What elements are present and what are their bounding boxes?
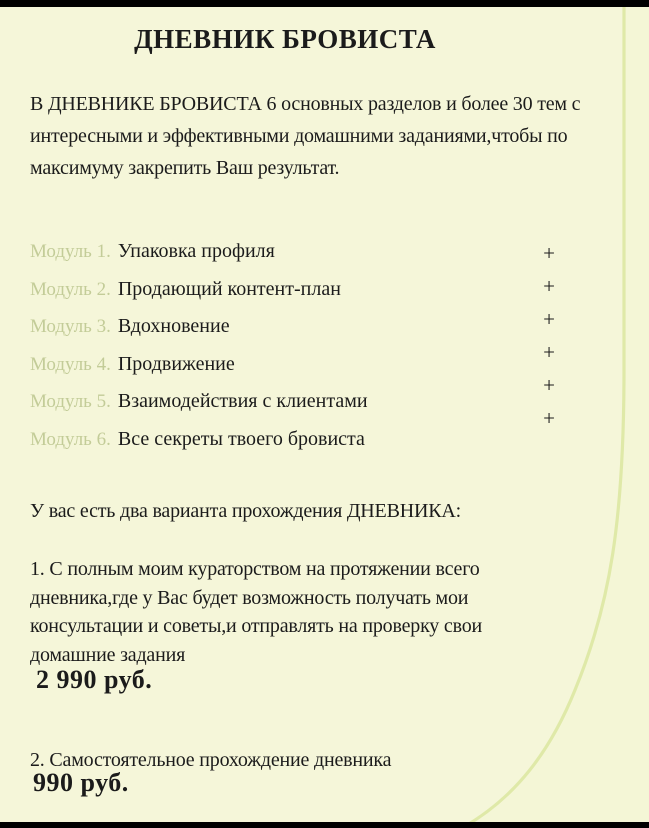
expand-plus-icon[interactable]: + xyxy=(543,373,555,397)
module-title: Продвижение xyxy=(117,352,235,375)
expand-plus-icon[interactable]: + xyxy=(543,274,555,298)
module-title: Все секреты твоего бровиста xyxy=(117,427,365,450)
expand-plus-icon[interactable]: + xyxy=(543,307,555,331)
variant1-line: 1. С полным моим кураторством на протяжении всего xyxy=(30,558,480,580)
expand-plus-icon[interactable]: + xyxy=(543,340,555,364)
variant1-line: дневника,где у Вас будет возможность получать мои xyxy=(30,586,469,609)
module-label: Модуль 3. xyxy=(30,316,111,338)
module-row-5[interactable] xyxy=(30,383,368,421)
module-label: Модуль 6. xyxy=(30,428,111,450)
intro-line: максимуму закрепить Ваш результат. xyxy=(30,157,340,179)
module-row-3[interactable] xyxy=(30,308,368,346)
module-row-4[interactable] xyxy=(30,346,368,384)
variant2-price: 990 руб. xyxy=(33,768,129,797)
modules-list xyxy=(30,233,368,459)
intro-line: интересными и эффективными домашними заданиями,чтобы по xyxy=(30,125,568,147)
module-row-6[interactable] xyxy=(30,421,368,459)
variant1-price: 2 990 руб. xyxy=(36,665,153,694)
module-label: Модуль 5. xyxy=(30,391,111,413)
module-title: Вдохновение xyxy=(117,315,230,338)
top-black-bar xyxy=(0,0,649,7)
expand-plus-icon[interactable]: + xyxy=(543,241,555,265)
module-label: Модуль 2. xyxy=(30,278,111,300)
expand-plus-icon[interactable]: + xyxy=(543,406,555,430)
page-title: ДНЕВНИК БРОВИСТА xyxy=(134,24,436,54)
module-row-1[interactable] xyxy=(30,233,368,271)
module-title: Упаковка профиля xyxy=(117,240,275,262)
variant1-line: консультации и советы,и отправлять на проверку свои xyxy=(30,615,482,638)
module-row-2[interactable] xyxy=(30,271,368,309)
module-title: Взаимодействия с клиентами xyxy=(117,390,368,413)
intro-line: В ДНЕВНИКЕ БРОВИСТА 6 основных разделов и более 30 тем с xyxy=(30,93,581,115)
bottom-black-bar xyxy=(0,822,649,828)
variant1-description xyxy=(30,555,482,670)
module-label: Модуль 1. xyxy=(30,241,111,262)
module-title: Продающий контент-план xyxy=(117,277,341,300)
module-label: Модуль 4. xyxy=(30,353,111,375)
intro-paragraph xyxy=(30,88,580,184)
variant2-description: 2. Самостоятельное прохождение дневника xyxy=(30,749,392,771)
module-expand-column xyxy=(541,237,557,435)
variants-heading: У вас есть два варианта прохождения ДНЕВНИКА: xyxy=(30,500,461,522)
variant1-line: домашние задания xyxy=(30,644,186,667)
